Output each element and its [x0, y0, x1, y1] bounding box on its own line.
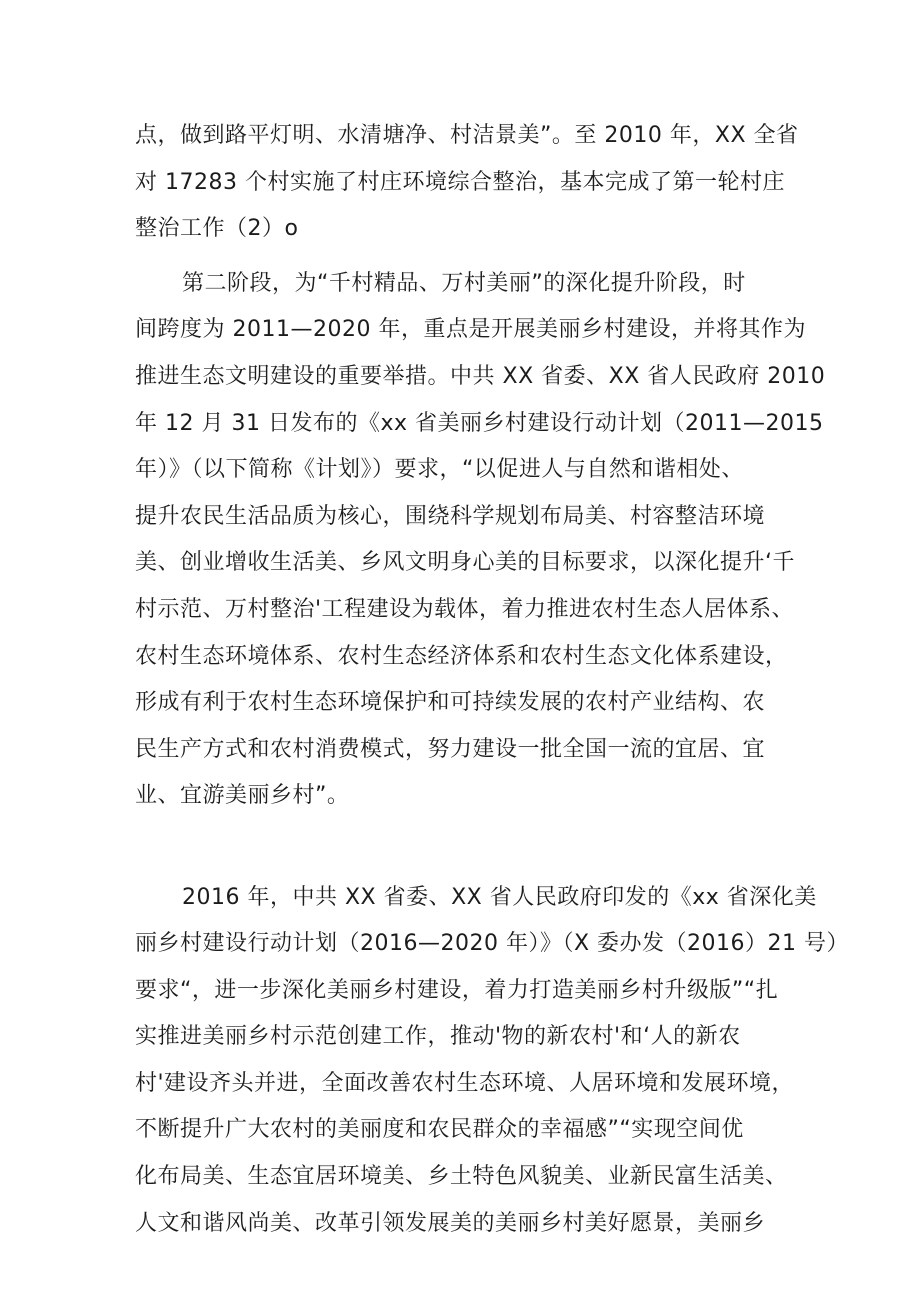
text-line: 对 17283 个村实施了村庄环境综合整治，基本完成了第一轮村庄 — [135, 169, 785, 195]
text-line: 间跨度为 2011—2020 年，重点是开展美丽乡村建设，并将其作为 — [135, 317, 806, 343]
text-line: 形成有利于农村生态环境保护和可持续发展的农村产业结构、农 — [135, 690, 766, 716]
paragraph-gap — [135, 867, 815, 875]
text-line: 人文和谐风尚美、改革引领发展美的美丽乡村美好愿景，美丽乡 — [135, 1210, 766, 1236]
text-line: 年 12 月 31 日发布的《xx 省美丽乡村建设行动计划（2011—2015 — [135, 410, 824, 436]
text-line: 村'建设齐头并进，全面改善农村生态环境、人居环境和发展环境， — [135, 1070, 795, 1096]
paragraph-3 — [135, 875, 850, 1248]
text-line: 实推进美丽乡村示范创建工作，推动'物的新农村'和‘人的新农 — [135, 1024, 741, 1050]
text-line: 农村生态环境体系、农村生态经济体系和农村生态文化体系建设， — [135, 643, 788, 669]
text-line: 村示范、万村整治'工程建设为载体，着力推进农村生态人居体系、 — [135, 596, 795, 622]
text-line: 年）》（以下简称《计划》）要求，“以促进人与自然和谐相处、 — [135, 457, 744, 483]
text-line: 化布局美、生态宜居环境美、乡土特色风貌美、业新民富生活美、 — [135, 1164, 788, 1190]
paragraph-1 — [135, 113, 815, 253]
paragraph-2 — [135, 261, 826, 867]
text-line: 提升农民生活品质为核心，围绕科学规划布局美、村容整洁环境 — [135, 503, 766, 529]
text-line: 点，做到路平灯明、水清塘净、村洁景美”。至 2010 年，XX 全省 — [135, 123, 799, 148]
text-line: 丽乡村建设行动计划（2016—2020 年）》（X 委办发（2016）21 号） — [135, 931, 850, 957]
text-line: 整治工作（2）o — [135, 216, 299, 242]
text-line: 推进生态文明建设的重要举措。中共 XX 省委、XX 省人民政府 2010 — [135, 363, 826, 389]
text-line: 民生产方式和农村消费模式，努力建设一批全国一流的宜居、宜 — [135, 736, 766, 762]
text-line: 要求“，进一步深化美丽乡村建设，着力打造美丽乡村升级版”“扎 — [135, 977, 779, 1003]
text-line: 美、创业增收生活美、乡风文明身心美的目标要求，以深化提升‘千 — [135, 550, 795, 576]
text-line: 第二阶段，为“千村精品、万村美丽”的深化提升阶段，时 — [182, 270, 746, 296]
text-line: 业、宜游美丽乡村”。 — [135, 783, 350, 809]
document-body — [135, 113, 850, 1247]
text-line — [135, 820, 815, 867]
paragraph-gap — [135, 253, 815, 261]
text-line: 2016 年，中共 XX 省委、XX 省人民政府印发的《xx 省深化美 — [182, 884, 817, 910]
text-line: 不断提升广大农村的美丽度和农民群众的幸福感”“实现空间优 — [135, 1117, 744, 1143]
